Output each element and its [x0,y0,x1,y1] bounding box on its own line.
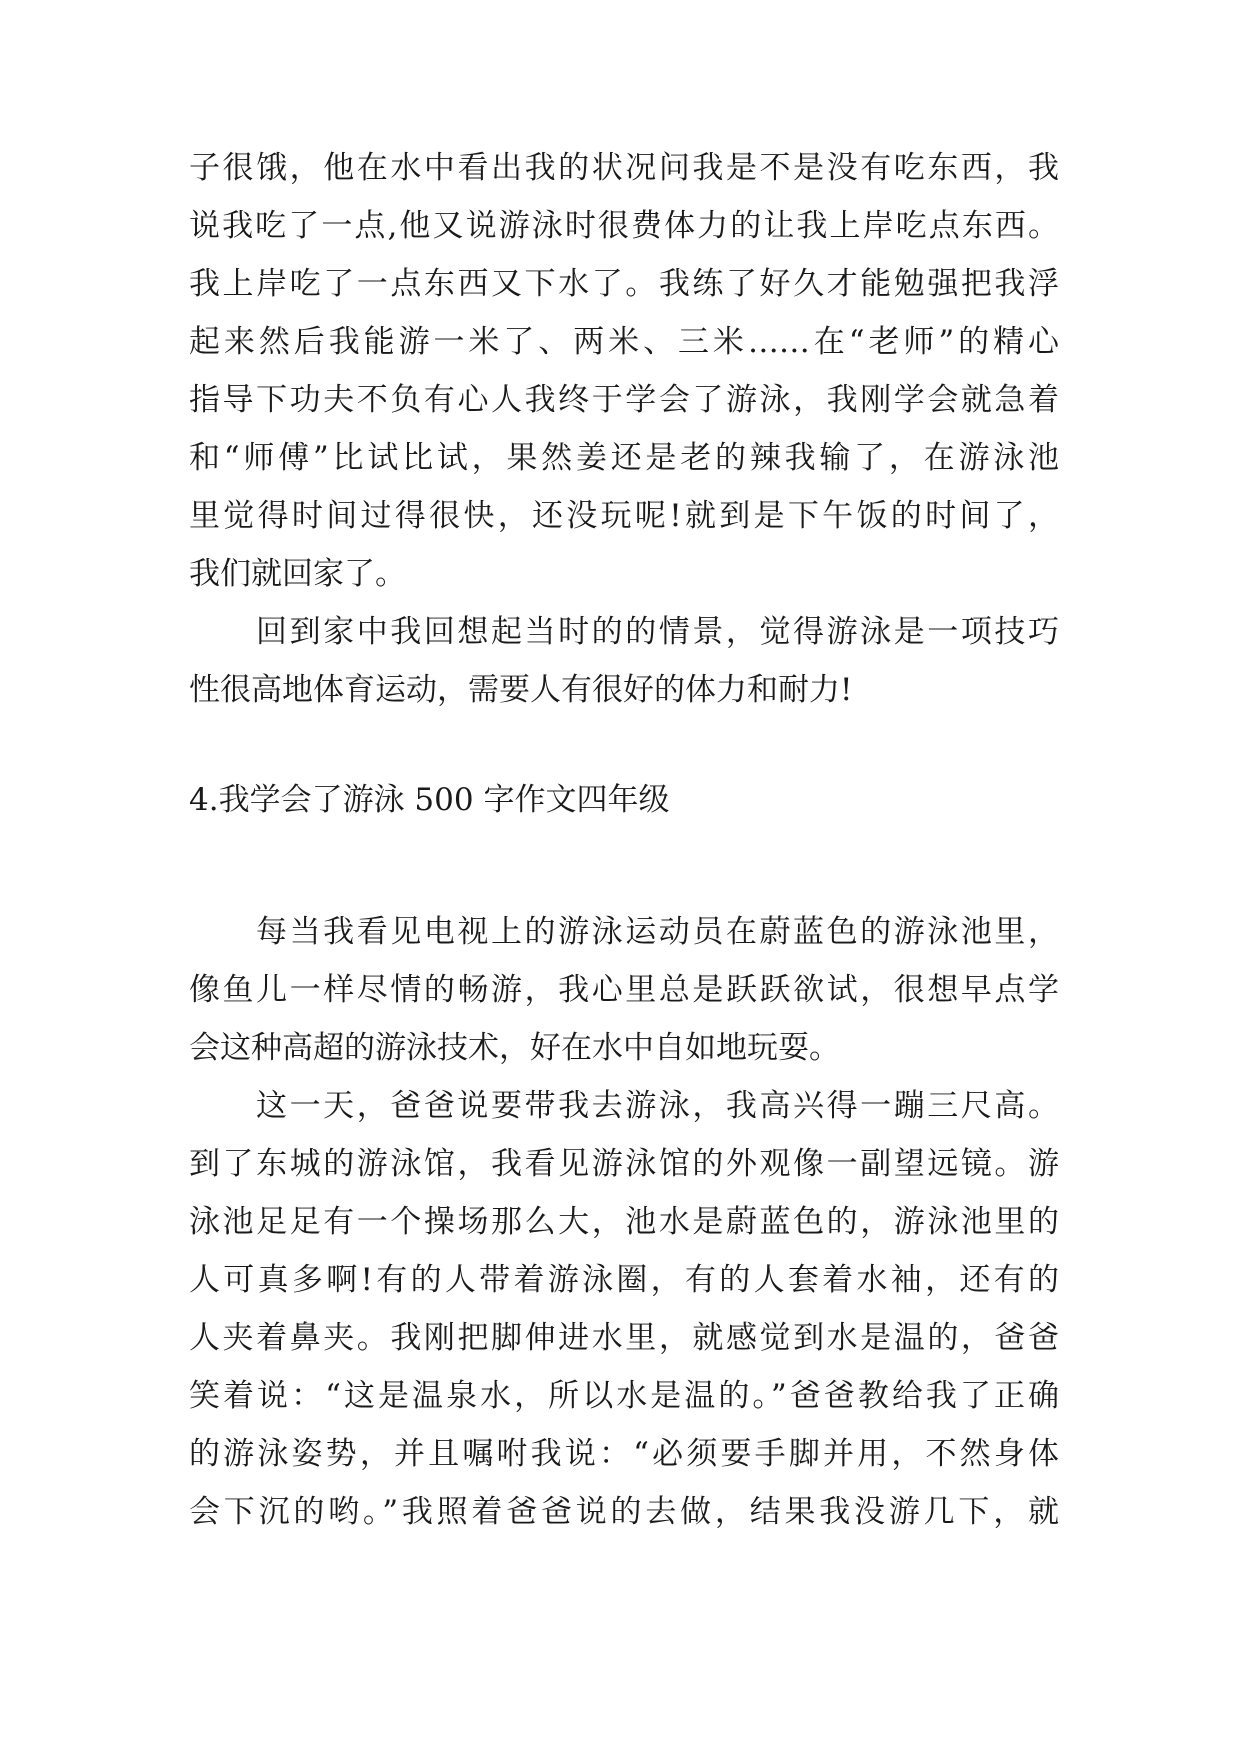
text-line: 回到家中我回想起当时的的情景，觉得游泳是一项技巧 [256,614,1059,650]
text-line: 会下沉的哟。”我照着爸爸说的去做，结果我没游几下，就 [189,1494,1059,1530]
text-line: 说我吃了一点,他又说游泳时很费体力的让我上岸吃点东西。 [189,208,1059,244]
text-line: 这一天，爸爸说要带我去游泳，我高兴得一蹦三尺高。 [256,1088,1059,1124]
text-line: 到了东城的游泳馆，我看见游泳馆的外观像一副望远镜。游 [189,1146,1059,1182]
text-line: 每当我看见电视上的游泳运动员在蔚蓝色的游泳池里， [256,914,1059,950]
text-line: 指导下功夫不负有心人我终于学会了游泳，我刚学会就急着 [189,382,1059,418]
text-line: 笑着说：“这是温泉水，所以水是温的。”爸爸教给我了正确 [189,1378,1059,1414]
text-line: 性很高地体育运动，需要人有很好的体力和耐力! [189,672,853,708]
text-line: 会这种高超的游泳技术，好在水中自如地玩耍。 [189,1030,840,1066]
text-line: 的游泳姿势，并且嘱咐我说：“必须要手脚并用，不然身体 [189,1436,1059,1472]
text-line: 像鱼儿一样尽情的畅游，我心里总是跃跃欲试，很想早点学 [189,972,1059,1008]
text-line: 我上岸吃了一点东西又下水了。我练了好久才能勉强把我浮 [189,266,1059,302]
text-line: 人夹着鼻夹。我刚把脚伸进水里，就感觉到水是温的，爸爸 [189,1320,1059,1356]
text-line: 里觉得时间过得很快，还没玩呢!就到是下午饭的时间了， [189,498,1059,534]
text-line: 和“师傅”比试比试，果然姜还是老的辣我输了，在游泳池 [189,440,1059,476]
text-line: 我们就回家了。 [189,556,406,592]
text-line: 人可真多啊!有的人带着游泳圈，有的人套着水袖，还有的 [189,1262,1059,1298]
section-heading: 4.我学会了游泳 500 字作文四年级 [189,782,670,818]
text-line: 子很饿，他在水中看出我的状况问我是不是没有吃东西，我 [189,150,1059,186]
text-line: 起来然后我能游一米了、两米、三米……在“老师”的精心 [189,324,1059,360]
text-line: 泳池足足有一个操场那么大，池水是蔚蓝色的，游泳池里的 [189,1204,1059,1240]
